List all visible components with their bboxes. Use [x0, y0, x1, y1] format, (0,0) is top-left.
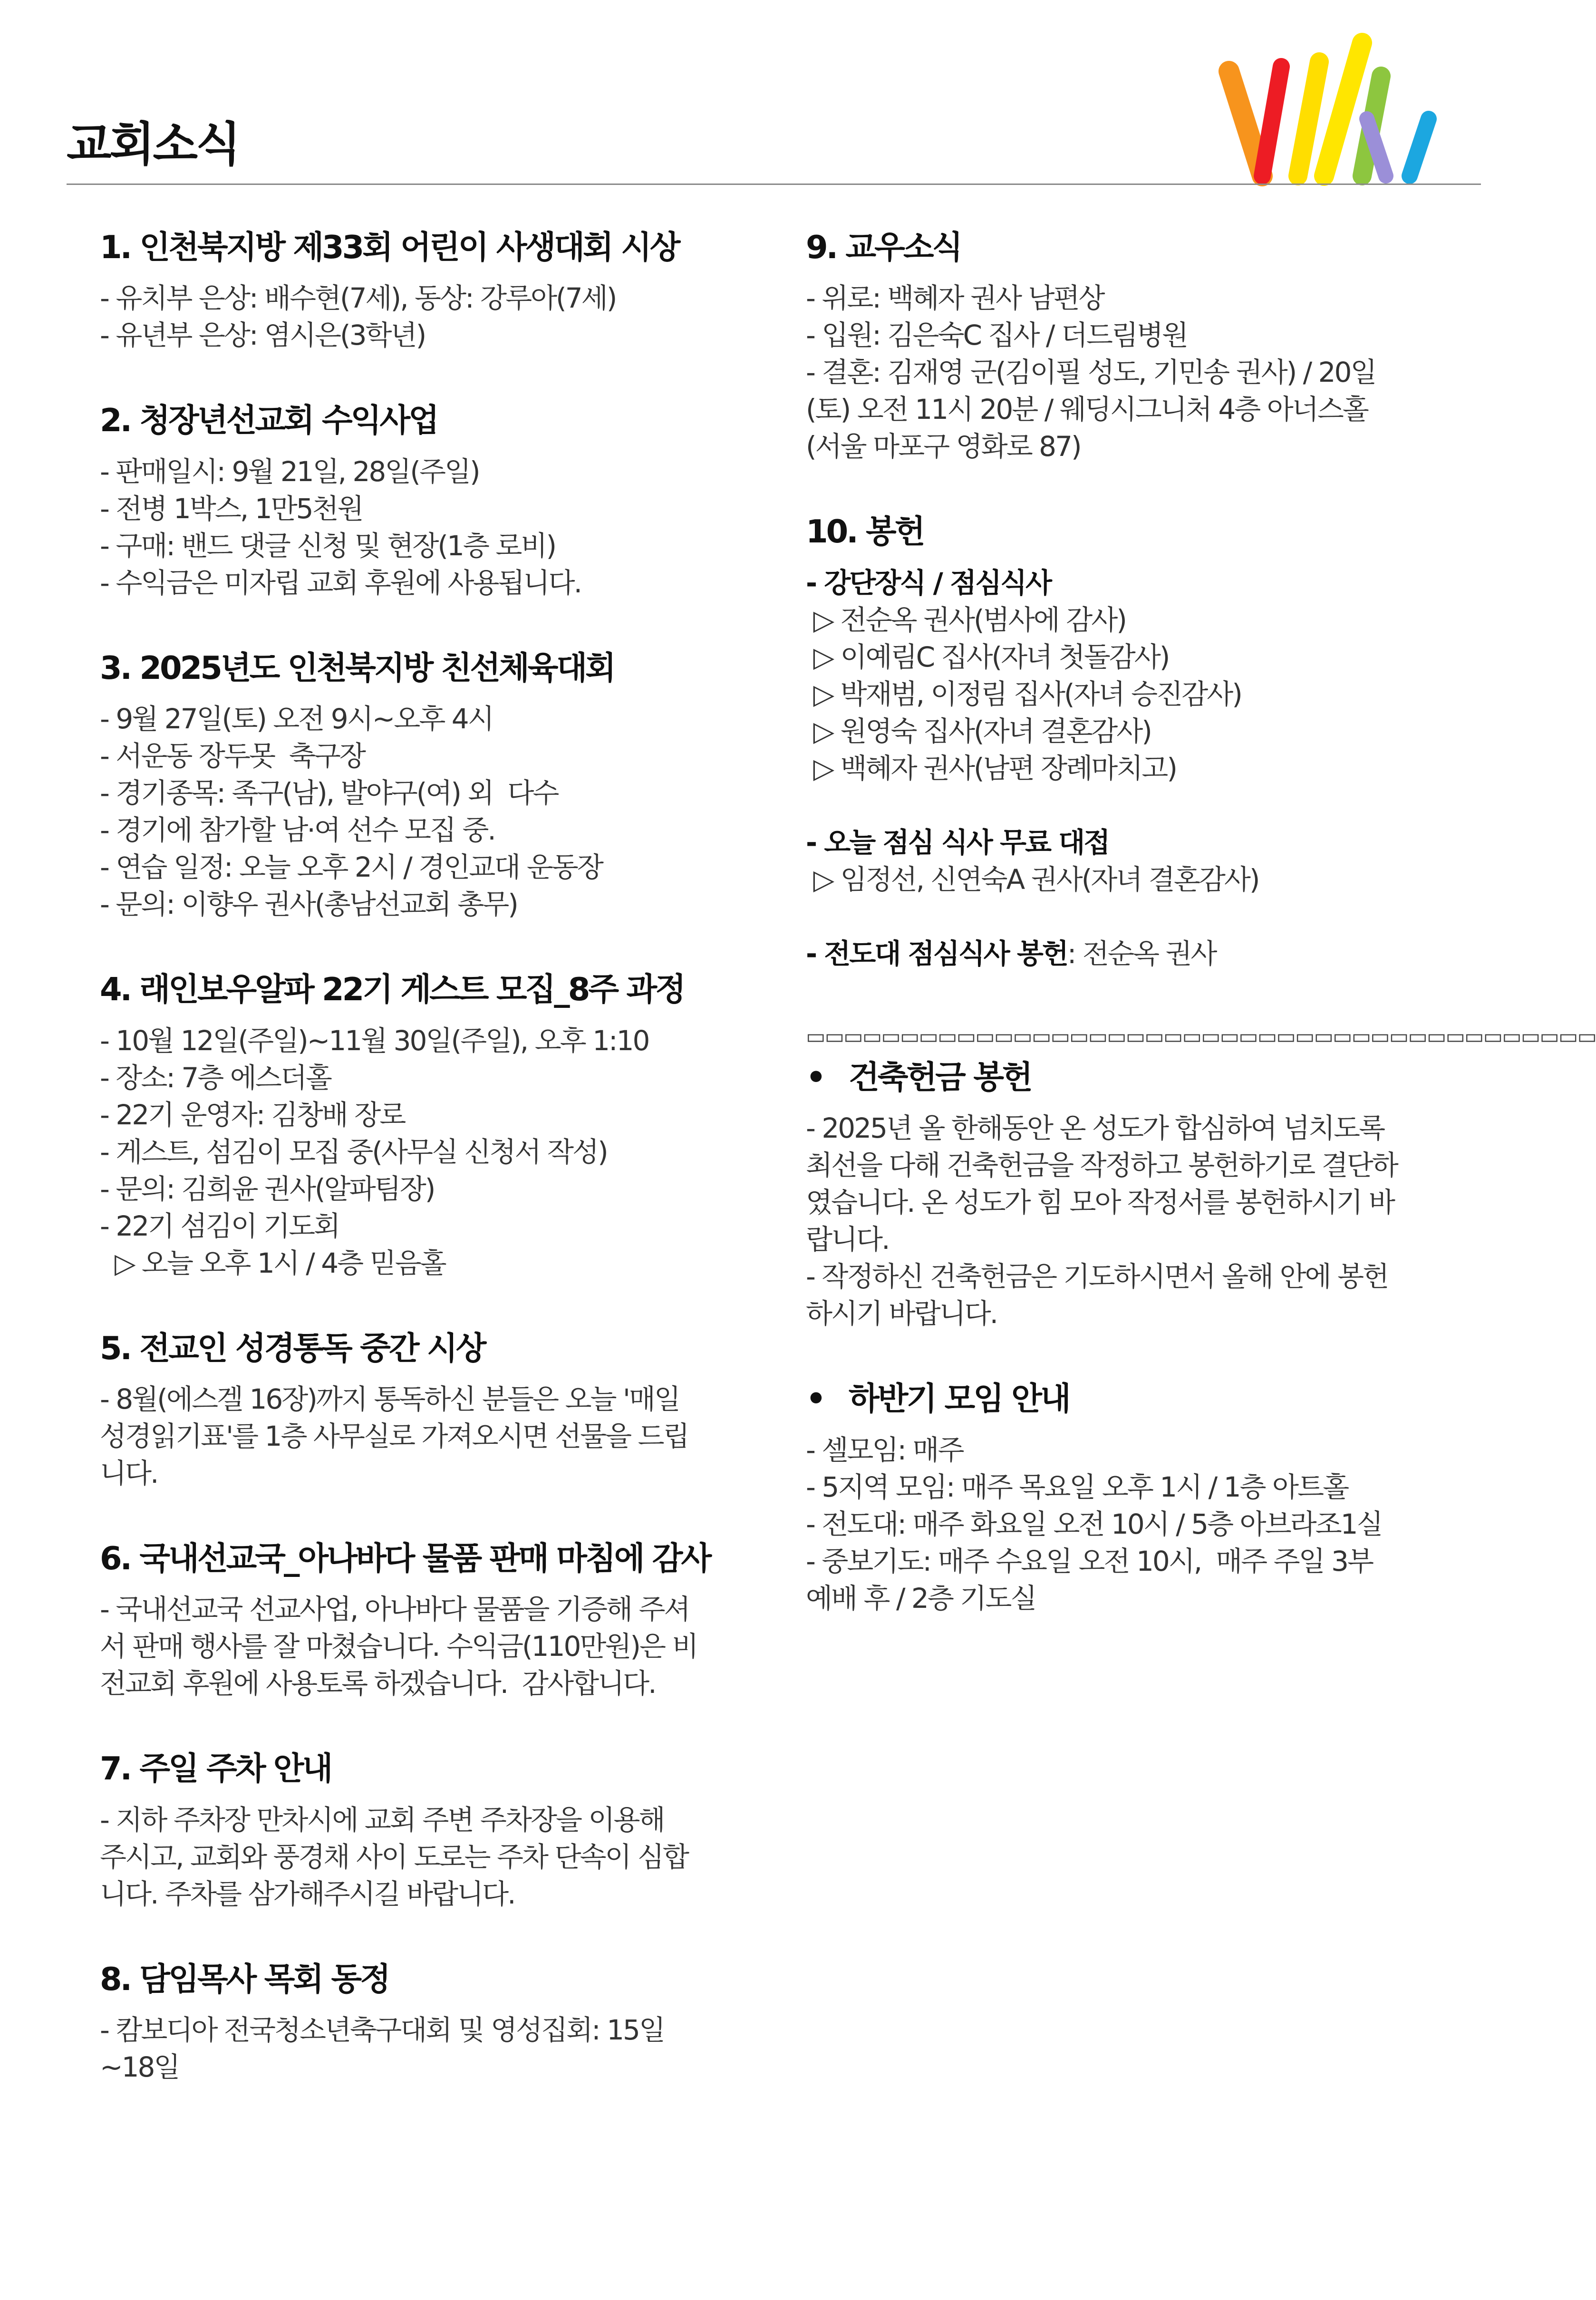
- bullet-icon: •: [806, 1380, 824, 1418]
- section-line: 였습니다. 온 성도가 힘 모아 작정서를 봉헌하시기 바: [806, 1186, 1394, 1219]
- section-line: - 결혼: 김재영 군(김이필 성도, 기민송 권사) / 20일: [806, 356, 1376, 389]
- section-line: - 지하 주차장 만차시에 교회 주변 주차장을 이용해: [100, 1803, 664, 1836]
- section-title: 8. 담임목사 목회 동정: [100, 1960, 389, 1998]
- section-title: 3. 2025년도 인천북지방 친선체육대회: [100, 649, 614, 686]
- section-line: - 유치부 은상: 배수현(7세), 동상: 강루아(7세): [100, 282, 616, 315]
- section-line: (토) 오전 11시 20분 / 웨딩시그니처 4층 아너스홀: [806, 393, 1368, 426]
- logo-stroke-blue: [1410, 119, 1429, 176]
- section-1: [100, 228, 775, 354]
- right-column: [806, 228, 1596, 1664]
- section-line: - 유년부 은상: 염시은(3학년): [100, 319, 426, 352]
- section-line: ▷ 오늘 오후 1시 / 4층 믿음홀: [100, 1247, 445, 1279]
- section-line: - 구매: 밴드 댓글 신청 및 현장(1층 로비): [100, 529, 556, 562]
- bullet-section-building: [806, 1058, 1481, 1332]
- section-line: - 문의: 김희윤 권사(알파팀장): [100, 1172, 435, 1205]
- section-line: 최선을 다해 건축헌금을 작정하고 봉헌하기로 결단하: [806, 1149, 1397, 1182]
- section-line: - 5지역 모임: 매주 목요일 오후 1시 / 1층 아트홀: [806, 1470, 1348, 1503]
- offering-item: ▷ 전순옥 권사(범사에 감사): [806, 603, 1126, 636]
- offering-item: ▷ 원영숙 집사(자녀 결혼감사): [806, 715, 1151, 747]
- logo-stroke-red: [1262, 67, 1281, 176]
- section-title: 7. 주일 주차 안내: [100, 1750, 331, 1788]
- section-line: - 문의: 이향우 권사(총남선교회 총무): [100, 888, 517, 921]
- section-line: 주시고, 교회와 풍경채 사이 도로는 주차 단속이 심합: [100, 1840, 688, 1873]
- section-line: - 22기 섬김이 기도회: [100, 1209, 339, 1242]
- section-line: 성경읽기표'를 1층 사무실로 가져오시면 선물을 드립: [100, 1420, 688, 1452]
- section-title: 10. 봉헌: [806, 513, 924, 551]
- dashed-divider: ▭▭▭▭▭▭▭▭▭▭▭▭▭▭▭▭▭▭▭▭▭▭▭▭▭▭▭▭▭▭▭▭▭▭▭▭▭▭▭▭▭▭: [806, 1024, 1596, 1049]
- page-title: 교회소식: [67, 117, 239, 172]
- section-title: 1. 인천북지방 제33회 어린이 사생대회 시상: [100, 229, 679, 266]
- section-3: [100, 649, 775, 923]
- section-line: - 셀모임: 매주: [806, 1433, 963, 1466]
- section-line: - 중보기도: 매주 수요일 오전 10시, 매주 주일 3부: [806, 1545, 1373, 1577]
- section-title: 2. 청장년선교회 수익사업: [100, 402, 437, 439]
- offering-item: ▷ 임정선, 신연숙A 권사(자녀 결혼감사): [806, 863, 1259, 896]
- offering-item: ▷ 이예림C 집사(자녀 첫돌감사): [806, 640, 1169, 673]
- bullet-title: [806, 1380, 1481, 1418]
- section-title: 4. 래인보우알파 22기 게스트 모집_8주 과정: [100, 971, 684, 1008]
- section-line: 서 판매 행사를 잘 마쳤습니다. 수익금(110만원)은 비: [100, 1630, 697, 1663]
- section-line: - 9월 27일(토) 오전 9시~오후 4시: [100, 703, 493, 735]
- bullet-title: [806, 1058, 1481, 1096]
- section-line: 니다. 주차를 삼가해주시길 바랍니다.: [100, 1877, 515, 1910]
- section-line: 예배 후 / 2층 기도실: [806, 1582, 1036, 1614]
- offering-line: [806, 935, 1481, 972]
- offering-subheading: - 오늘 점심 식사 무료 대접: [806, 826, 1109, 859]
- section-line: - 장소: 7층 에스더홀: [100, 1061, 331, 1094]
- spacer: [806, 898, 1481, 935]
- section-line: - 10월 12일(주일)~11월 30일(주일), 오후 1:10: [100, 1024, 649, 1057]
- offering-subheading: - 전도대 점심식사 봉헌: [806, 937, 1067, 970]
- bullet-title-text: 건축헌금 봉헌: [849, 1058, 1031, 1096]
- section-line: - 서운동 장두못 축구장: [100, 740, 365, 773]
- logo-stroke-yellow: [1298, 62, 1319, 176]
- section-line: - 입원: 김은숙C 집사 / 더드림병원: [806, 319, 1188, 352]
- left-column: [100, 228, 775, 2133]
- section-line: ~18일: [100, 2051, 179, 2084]
- offering-item: ▷ 백혜자 권사(남편 장례마치고): [806, 752, 1176, 784]
- section-line: - 전도대: 매주 화요일 오전 10시 / 5층 아브라조1실: [806, 1508, 1382, 1540]
- spacer: [806, 787, 1481, 824]
- section-6: [100, 1539, 775, 1702]
- section-line: - 22기 운영자: 김창배 장로: [100, 1098, 405, 1131]
- section-10: [806, 512, 1481, 972]
- section-2: [100, 401, 775, 601]
- section-line: - 국내선교국 선교사업, 아나바다 물품을 기증해 주셔: [100, 1593, 689, 1626]
- section-title: 6. 국내선교국_아나바다 물품 판매 마침에 감사: [100, 1539, 710, 1577]
- header-divider: [67, 184, 1481, 185]
- section-line: 전교회 후원에 사용토록 하겠습니다. 감사합니다.: [100, 1667, 656, 1700]
- bullet-icon: •: [806, 1058, 824, 1096]
- offering-subheading: - 강단장식 / 점심식사: [806, 566, 1051, 599]
- offering-detail: : 전순옥 권사: [1067, 937, 1216, 970]
- bullet-section-meetings: [806, 1380, 1481, 1616]
- section-line: 하시기 바랍니다.: [806, 1297, 997, 1330]
- section-line: - 2025년 올 한해동안 온 성도가 합심하여 넘치도록: [806, 1112, 1384, 1145]
- section-line: - 전병 1박스, 1만5천원: [100, 492, 363, 525]
- section-9: [806, 228, 1481, 465]
- section-title: 5. 전교인 성경통독 중간 시상: [100, 1329, 485, 1367]
- section-line: - 게스트, 섬김이 모집 중(사무실 신청서 작성): [100, 1135, 607, 1168]
- section-line: - 수익금은 미자립 교회 후원에 사용됩니다.: [100, 566, 581, 599]
- section-line: (서울 마포구 영화로 87): [806, 430, 1081, 463]
- section-line: - 경기종목: 족구(남), 발야구(여) 외 다수: [100, 777, 558, 810]
- section-line: - 작정하신 건축헌금은 기도하시면서 올해 안에 봉헌: [806, 1260, 1388, 1293]
- section-5: [100, 1329, 775, 1492]
- section-title: 9. 교우소식: [806, 229, 961, 266]
- section-line: 니다.: [100, 1457, 158, 1489]
- section-8: [100, 1960, 775, 2086]
- section-line: - 경기에 참가할 남·여 선수 모집 중.: [100, 814, 495, 847]
- section-line: - 캄보디아 전국청소년축구대회 및 영성집회: 15일: [100, 2014, 664, 2047]
- section-4: [100, 970, 775, 1281]
- section-line: - 판매일시: 9월 21일, 28일(주일): [100, 455, 479, 488]
- section-7: [100, 1749, 775, 1912]
- section-line: - 위로: 백혜자 권사 남편상: [806, 282, 1104, 315]
- church-logo: [1210, 33, 1452, 190]
- bullet-title-text: 하반기 모임 안내: [849, 1380, 1069, 1418]
- section-line: - 연습 일정: 오늘 오후 2시 / 경인교대 운동장: [100, 851, 602, 884]
- offering-item: ▷ 박재범, 이정림 집사(자녀 승진감사): [806, 677, 1241, 710]
- section-line: 랍니다.: [806, 1223, 889, 1256]
- section-line: - 8월(에스겔 16장)까지 통독하신 분들은 오늘 '매일: [100, 1382, 679, 1415]
